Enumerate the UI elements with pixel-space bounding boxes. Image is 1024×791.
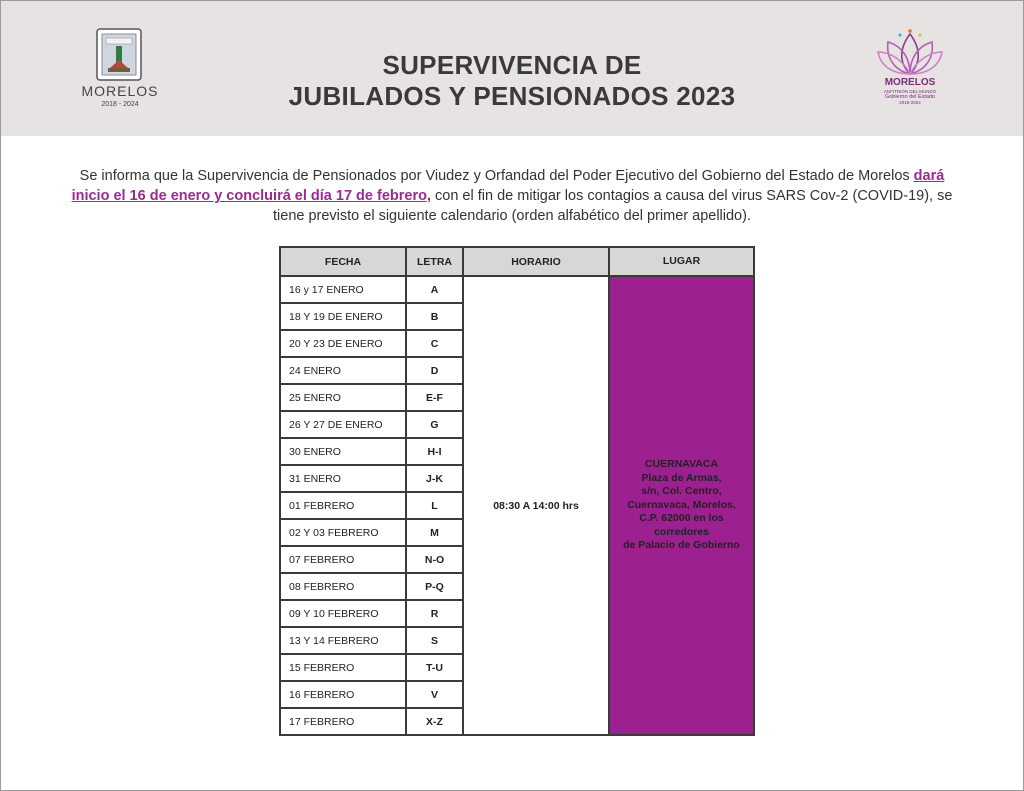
left-logo-name: MORELOS bbox=[81, 83, 159, 99]
cell-letra: C bbox=[406, 330, 463, 357]
cell-fecha: 24 ENERO bbox=[280, 357, 406, 384]
cell-letra: J-K bbox=[406, 465, 463, 492]
cell-letra: A bbox=[406, 276, 463, 303]
header-letra: LETRA bbox=[406, 247, 463, 276]
cell-letra: L bbox=[406, 492, 463, 519]
header-fecha: FECHA bbox=[280, 247, 406, 276]
page-title-line1: SUPERVIVENCIA DE bbox=[382, 50, 642, 80]
cell-fecha: 16 y 17 ENERO bbox=[280, 276, 406, 303]
lugar-line: Plaza de Armas, bbox=[641, 471, 722, 484]
cell-letra: X-Z bbox=[406, 708, 463, 735]
cell-fecha: 16 FEBRERO bbox=[280, 681, 406, 708]
cell-fecha: 18 Y 19 DE ENERO bbox=[280, 303, 406, 330]
cell-letra: M bbox=[406, 519, 463, 546]
cell-horario: 08:30 A 14:00 hrs bbox=[463, 276, 609, 735]
cell-letra: H-I bbox=[406, 438, 463, 465]
left-logo-years: 2018 - 2024 bbox=[101, 101, 139, 108]
header-horario: HORARIO bbox=[463, 247, 609, 276]
cell-fecha: 20 Y 23 DE ENERO bbox=[280, 330, 406, 357]
cell-fecha: 15 FEBRERO bbox=[280, 654, 406, 681]
cell-fecha: 01 FEBRERO bbox=[280, 492, 406, 519]
header-lugar: LUGAR bbox=[609, 247, 754, 276]
intro-text-part2: con el fin de mitigar los contagios a causa del virus SARS Cov-2 (COVID-19), se tiene previsto el siguiente calendario (orden alfabético del primer apellido). bbox=[273, 188, 953, 224]
schedule-table bbox=[279, 246, 755, 736]
cell-letra: S bbox=[406, 627, 463, 654]
lugar-line: Cuernavaca, Morelos, bbox=[627, 498, 736, 511]
page-title-line2: JUBILADOS Y PENSIONADOS 2023 bbox=[288, 81, 736, 111]
lugar-line: CUERNAVACA bbox=[644, 458, 719, 471]
lugar-line: de Palacio de Gobierno bbox=[623, 539, 740, 552]
cell-letra: E-F bbox=[406, 384, 463, 411]
schedule-table-body bbox=[280, 276, 754, 735]
cell-fecha: 13 Y 14 FEBRERO bbox=[280, 627, 406, 654]
intro-highlight-dates: dará inicio el 16 de enero y concluirá el día 17 de febrero, bbox=[71, 168, 945, 204]
cell-fecha: 02 Y 03 FEBRERO bbox=[280, 519, 406, 546]
cell-letra: T-U bbox=[406, 654, 463, 681]
cell-letra: B bbox=[406, 303, 463, 330]
cell-letra: G bbox=[406, 411, 463, 438]
cell-fecha: 30 ENERO bbox=[280, 438, 406, 465]
lugar-line: C.P. 62000 en los bbox=[639, 512, 724, 525]
table-row bbox=[280, 276, 754, 303]
cell-fecha: 08 FEBRERO bbox=[280, 573, 406, 600]
right-logo-name: MORELOS bbox=[884, 77, 936, 88]
lugar-line: s/n, Col. Centro, bbox=[641, 485, 722, 498]
cell-letra: V bbox=[406, 681, 463, 708]
cell-fecha: 17 FEBRERO bbox=[280, 708, 406, 735]
cell-letra: D bbox=[406, 357, 463, 384]
cell-letra: N-O bbox=[406, 546, 463, 573]
cell-fecha: 25 ENERO bbox=[280, 384, 406, 411]
right-logo-sub1: Gobierno del Estado bbox=[884, 94, 936, 100]
intro-text-part1: Se informa que la Supervivencia de Pensionados por Viudez y Orfandad del Poder Ejecutivo del Gobierno del Estado de Morelos bbox=[79, 168, 914, 184]
cell-lugar bbox=[609, 276, 754, 735]
table-header-row bbox=[280, 247, 754, 276]
cell-letra: R bbox=[406, 600, 463, 627]
cell-fecha: 09 Y 10 FEBRERO bbox=[280, 600, 406, 627]
cell-fecha: 26 Y 27 DE ENERO bbox=[280, 411, 406, 438]
right-logo-tagline: ANFITRIÓN DEL MUNDO bbox=[883, 89, 937, 94]
cell-fecha: 31 ENERO bbox=[280, 465, 406, 492]
cell-fecha: 07 FEBRERO bbox=[280, 546, 406, 573]
intro-paragraph bbox=[60, 166, 964, 226]
lugar-line: corredores bbox=[654, 525, 709, 538]
cell-letra: P-Q bbox=[406, 573, 463, 600]
right-logo-sub2: 2018-2024 bbox=[899, 100, 921, 105]
